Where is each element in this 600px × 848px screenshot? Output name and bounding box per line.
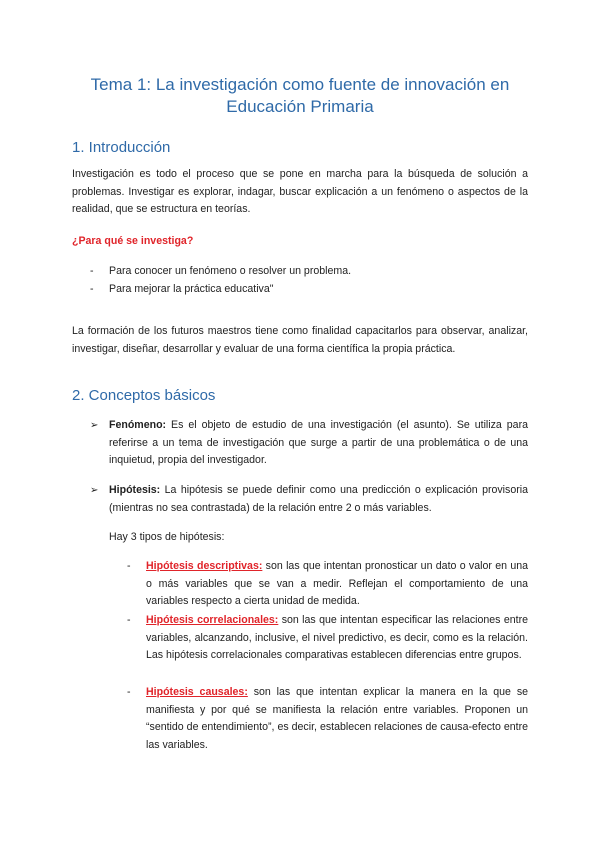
- concept-item-fenomeno: [90, 417, 528, 470]
- concept-term: Fenómeno:: [109, 419, 167, 431]
- section-heading-introduction: 1. Introducción: [72, 139, 171, 156]
- concept-term: Hipótesis:: [109, 484, 161, 496]
- arrow-bullet-icon: ➢: [90, 485, 99, 496]
- hypothesis-type-causales: [127, 684, 528, 754]
- dash-bullet: -: [90, 282, 94, 295]
- question-heading: ¿Para qué se investiga?: [72, 235, 194, 247]
- intro-paragraph: Investigación es todo el proceso que se pone en marcha para la búsqueda de solución a problemas. Investigar es explorar, indagar, buscar explicación a un fenómeno o aspectos de la realidad, que se estructura en teorías.: [72, 168, 528, 215]
- hypothesis-type-correlacionales: [127, 612, 528, 665]
- hypothesis-text: son las que intentan explicar la manera en la que se manifiesta y por qué se manifiesta la relación entre variables. Proponen un “sentido de entendimiento”, es decir, establecen relaciones de causa-efecto entre las variables.: [146, 686, 529, 751]
- list-item: - Para mejorar la práctica educativa": [90, 281, 351, 299]
- hypothesis-term: Hipótesis descriptivas:: [146, 560, 263, 572]
- list-item: - Para conocer un fenómeno o resolver un problema.: [90, 263, 351, 281]
- arrow-bullet-icon: ➢: [90, 420, 99, 431]
- concept-text: Es el objeto de estudio de una investigación (el asunto). Se utiliza para referirse a un tema de investigación que surge a partir de una problemática o de una inquietud, propia del investigador.: [109, 419, 528, 466]
- document-title: Tema 1: La investigación como fuente de innovación en Educación Primaria: [90, 75, 510, 116]
- concept-item-hipotesis: [90, 482, 528, 517]
- purpose-list: [90, 263, 351, 298]
- hypothesis-term: Hipótesis correlacionales:: [146, 614, 279, 626]
- section-heading-concepts: 2. Conceptos básicos: [72, 387, 216, 404]
- dash-bullet: -: [127, 560, 131, 572]
- hypothesis-text: son las que intentan especificar las relaciones entre variables, alcanzando, inclusive, el nivel predictivo, es decir, como es la relación. Las hipótesis correlacionales comparativas establecen diferencias entre grupos.: [146, 614, 528, 661]
- dash-bullet: -: [127, 686, 131, 698]
- concept-text: La hipótesis se puede definir como una predicción o explicación provisoria (mientras no sea contrastada) de la relación entre 2 o más variables.: [109, 484, 528, 514]
- dash-bullet: -: [127, 614, 131, 626]
- closing-paragraph: La formación de los futuros maestros tiene como finalidad capacitarlos para observar, analizar, investigar, diseñar, desarrollar y evaluar de una forma científica la propia práctica.: [72, 325, 528, 355]
- hypothesis-type-descriptivas: [127, 558, 528, 611]
- hypothesis-text: son las que intentan pronosticar un dato o valor en una o más variables que se van a medir. Reflejan el comportamiento de una variables respecto a cierta unidad de medida.: [146, 560, 528, 607]
- hypothesis-term: Hipótesis causales:: [146, 686, 248, 698]
- dash-bullet: -: [90, 265, 94, 277]
- hypothesis-types-intro: Hay 3 tipos de hipótesis:: [109, 531, 225, 543]
